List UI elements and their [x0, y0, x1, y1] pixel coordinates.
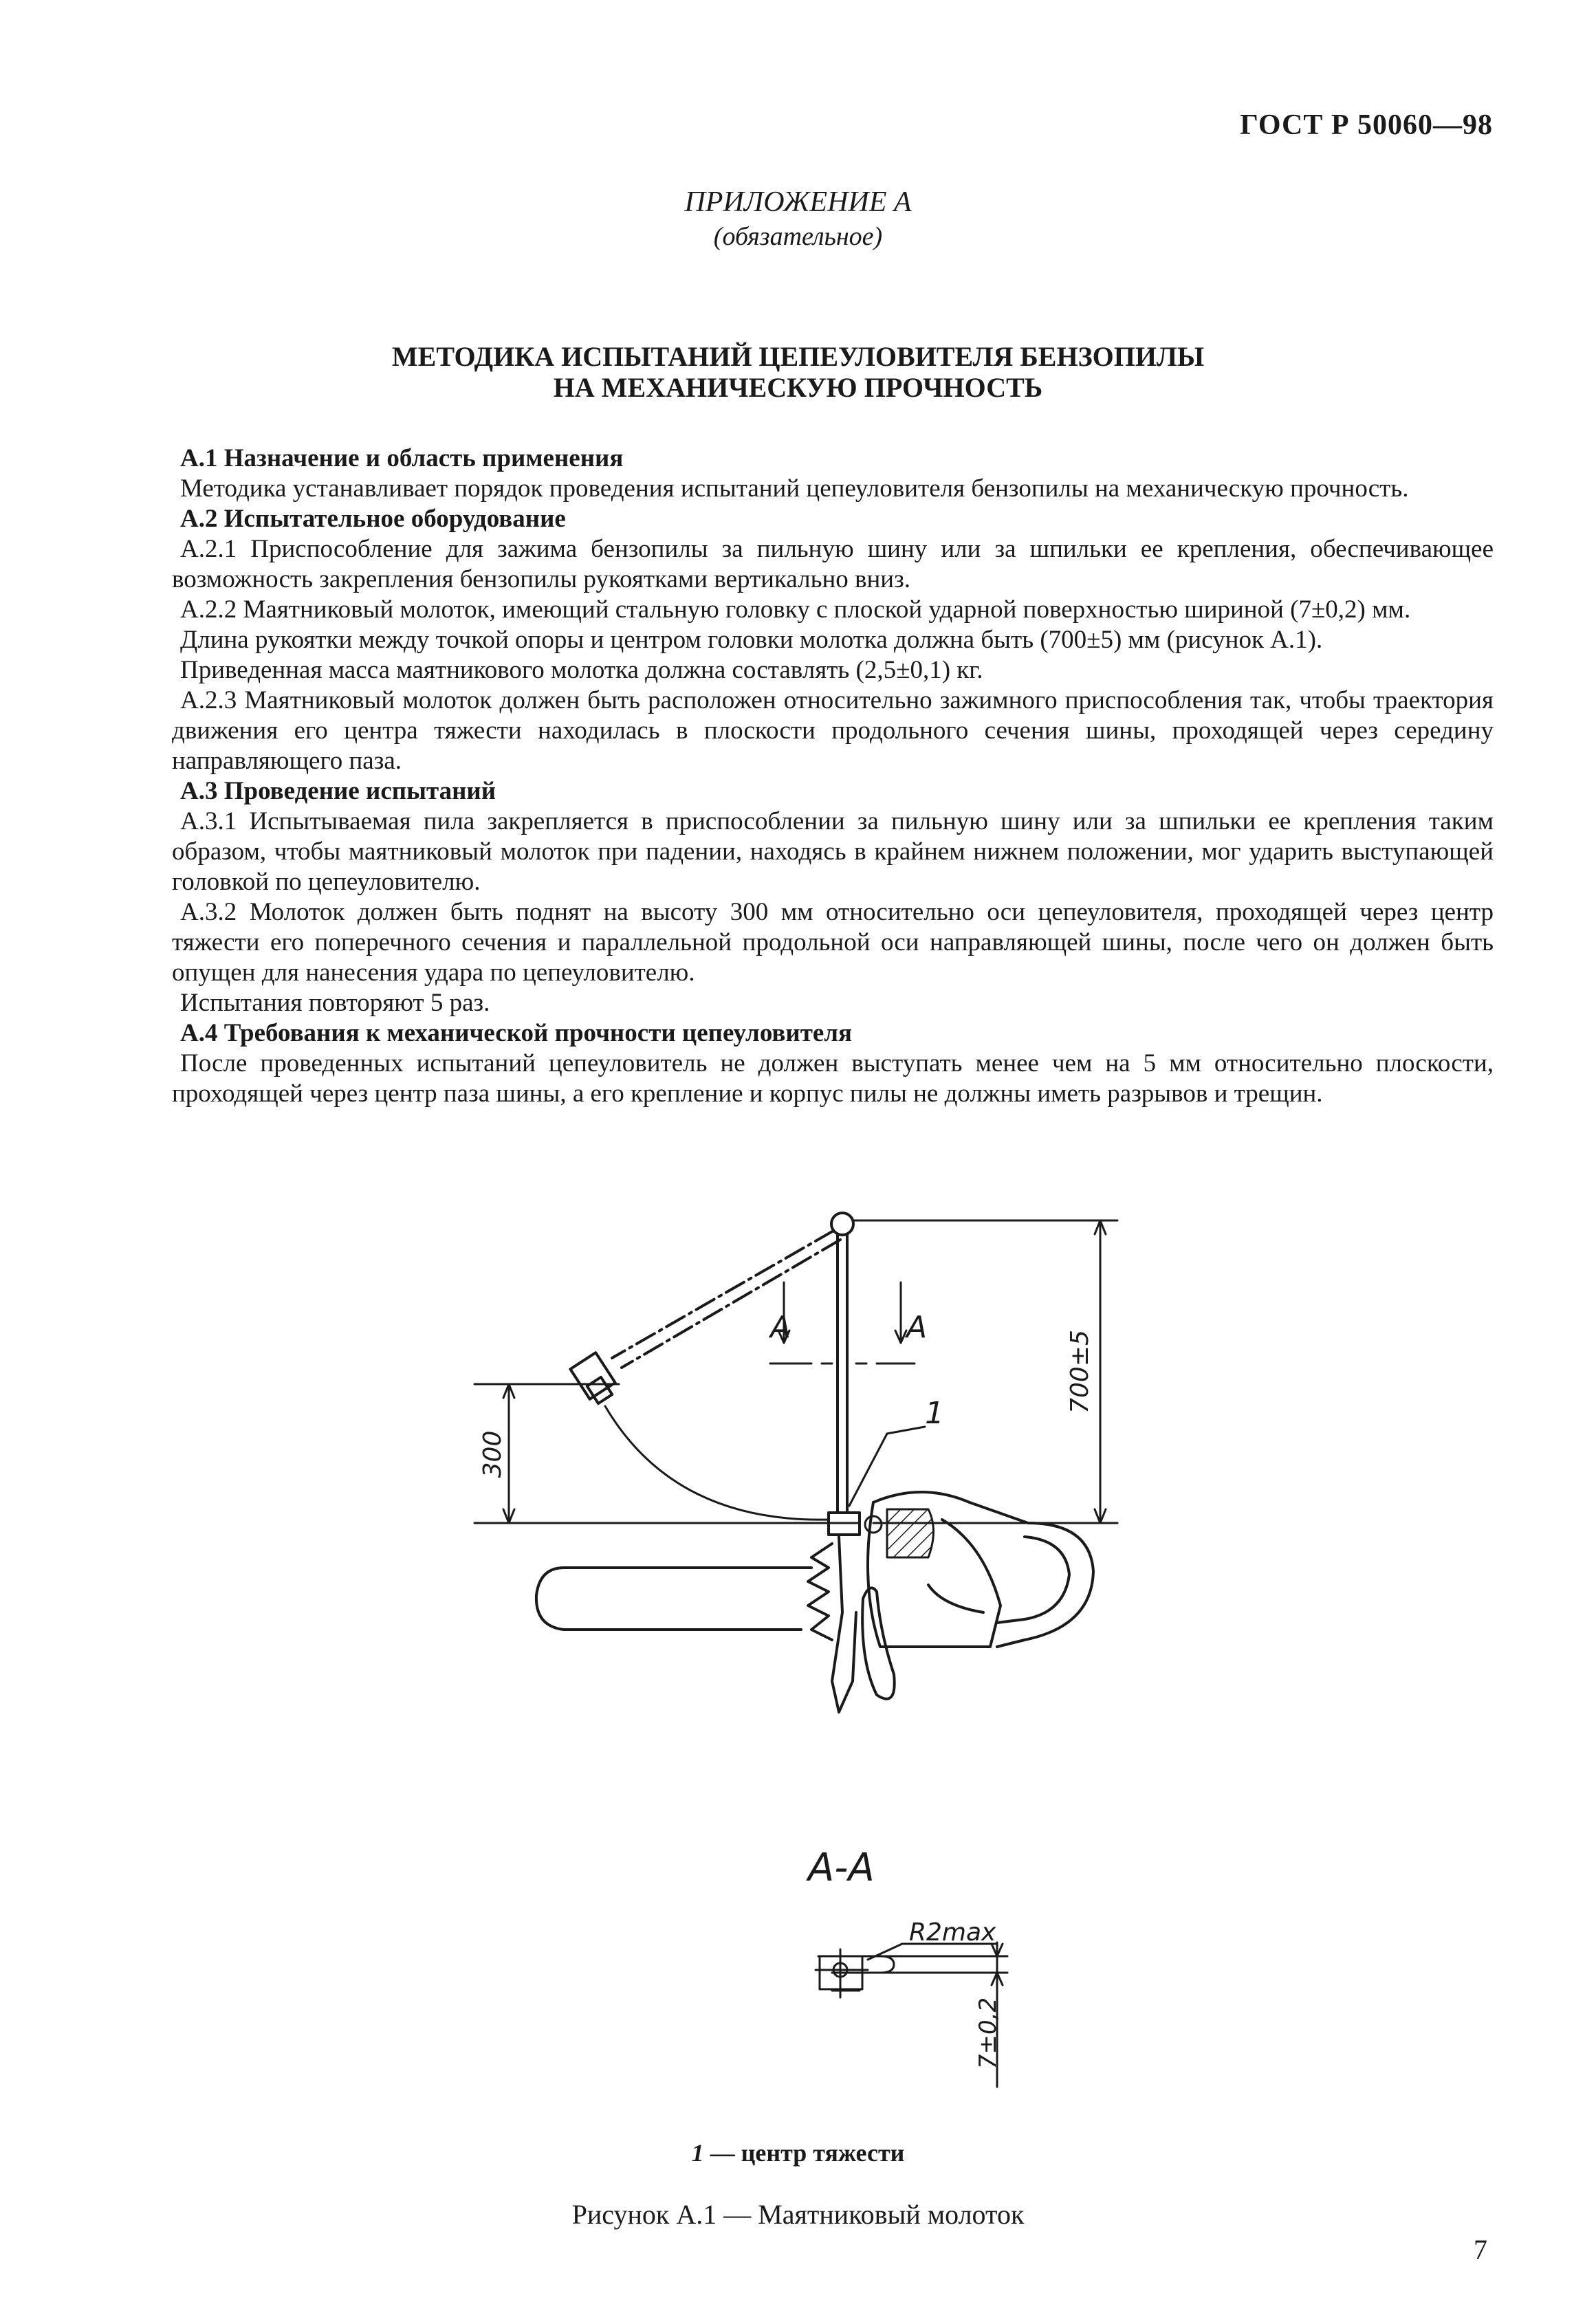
radius-label: R2max [909, 1918, 996, 1947]
section-heading: А.1 Назначение и область применения [180, 444, 624, 472]
center-of-gravity-callout: 1 [925, 1396, 944, 1431]
annex-label: ПРИЛОЖЕНИЕ А [684, 186, 912, 218]
body-paragraph: А.3.2 Молоток должен быть поднят на высоту 300 мм относительно оси цепеуловителя, проходящей через центр тяжести его поперечного сечения и параллельной продольной оси направляющей шины, после чего он должен быть опущен для нанесения удара по цепеуловителю. [172, 898, 1494, 987]
doc-title-line-1: МЕТОДИКА ИСПЫТАНИЙ ЦЕПЕУЛОВИТЕЛЯ БЕНЗОПИЛЫ [391, 341, 1205, 372]
length-dimension-label: 700±5 [1066, 1330, 1094, 1414]
doc-title-line-2: НА МЕХАНИЧЕСКУЮ ПРОЧНОСТЬ [553, 372, 1043, 403]
document-body [172, 443, 1494, 1109]
body-paragraph: Методика устанавливает порядок проведения испытаний цепеуловителя бензопилы на механическую прочность. [180, 474, 1409, 503]
raised-hammer-head [570, 1352, 615, 1399]
section-title: A-A [808, 1846, 875, 1890]
body-paragraph: После проведенных испытаний цепеуловитель не должен выступать менее чем на 5 мм относительно плоскости, проходящей через центр паза шины, а его крепление и корпус пилы не должны иметь разрывов и трещин. [172, 1049, 1494, 1108]
body-paragraph: Длина рукоятки между точкой опоры и центром головки молотка должна быть (700±5) мм (рисунок А.1). [180, 626, 1323, 654]
body-paragraph: А.2.2 Маятниковый молоток, имеющий стальную головку с плоской ударной поверхностью шириной (7±0,2) мм. [180, 595, 1411, 624]
section-mark-left: A [770, 1310, 791, 1345]
standard-number: ГОСТ Р 50060—98 [1240, 109, 1493, 141]
chainsaw [536, 1492, 1093, 1712]
pendulum-hammer-figure [447, 1200, 1169, 2094]
page-number: 7 [1474, 2234, 1487, 2265]
annex-status: (обязательное) [713, 222, 883, 251]
body-paragraph: А.2.1 Приспособление для зажима бензопилы за пильную шину или за шпильки ее крепления, обеспечивающее возможность закрепления бензопилы рукоятками вертикально вниз. [172, 535, 1494, 593]
section-mark-right: A [906, 1310, 928, 1345]
height-dimension [474, 1384, 860, 1523]
figure-caption: Рисунок А.1 — Маятниковый молоток [571, 2199, 1025, 2230]
body-paragraph: А.2.3 Маятниковый молоток должен быть расположен относительно зажимного приспособления так, чтобы траектория движения его центра тяжести находилась в плоскости продольного сечения шины, проходящей через середину направляющего паза. [172, 686, 1494, 775]
pivot-point [831, 1213, 853, 1235]
section-heading: А.4 Требования к механической прочности цепеуловителя [180, 1019, 853, 1047]
swing-arc [605, 1406, 829, 1520]
raised-hammer-position [612, 1231, 840, 1368]
width-label: 7±0,2 [974, 1997, 1002, 2070]
body-paragraph: Приведенная масса маятникового молотка должна составлять (2,5±0,1) кг. [180, 656, 983, 684]
section-heading: А.3 Проведение испытаний [180, 777, 496, 805]
legend-text: — центр тяжести [710, 2139, 905, 2167]
section-line [770, 1282, 915, 1363]
body-paragraph: Испытания повторяют 5 раз. [180, 989, 490, 1017]
height-dimension-label: 300 [479, 1430, 507, 1478]
chain-catcher [865, 1516, 882, 1533]
body-paragraph: А.3.1 Испытываемая пила закрепляется в приспособлении за пильную шину или за шпильки ее крепления таким образом, чтобы маятниковый молоток при падении, находясь в крайнем нижнем положении, мог ударить выступающей головкой по цепеуловителю. [172, 807, 1494, 896]
figure-legend [0, 2138, 1596, 2167]
section-heading: А.2 Испытательное оборудование [180, 505, 566, 533]
legend-number: 1 [691, 2139, 704, 2167]
